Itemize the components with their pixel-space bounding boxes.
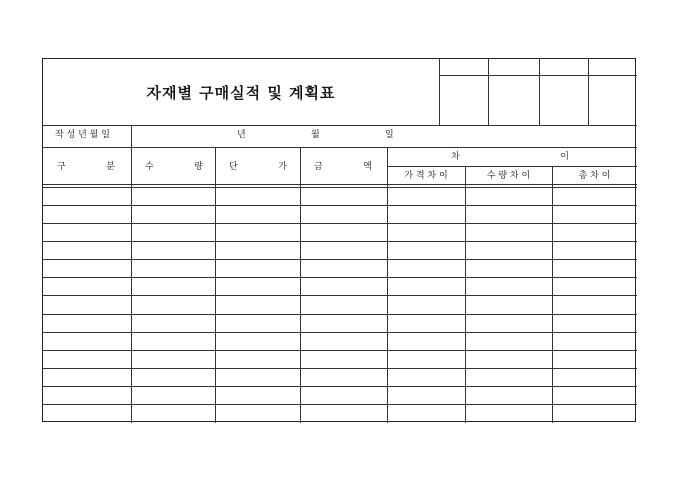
column-divider: [131, 125, 132, 423]
date-label: 작 성 년 월 일: [55, 130, 110, 140]
quantity-header: 수 량: [145, 162, 203, 172]
category-header: 구 분: [57, 162, 115, 172]
total-diff-header: 총 차 이: [578, 171, 611, 181]
table-row: [43, 368, 637, 369]
month-label: 월: [311, 130, 320, 140]
approval-box-border: [439, 59, 440, 125]
table-row: [43, 404, 637, 405]
approval-cell-divider: [539, 59, 540, 125]
table-row: [43, 241, 637, 242]
table-row: [43, 332, 637, 333]
column-divider: [215, 147, 216, 423]
approval-box-header-line: [439, 75, 637, 76]
table-row: [43, 277, 637, 278]
table-row: [43, 259, 637, 260]
table-row: [43, 350, 637, 351]
title-bottom-line: [43, 125, 637, 126]
approval-cell-divider: [488, 59, 489, 125]
form-title: 자재별 구매실적 및 계획표: [146, 83, 336, 102]
column-divider: [300, 147, 301, 423]
day-label: 일: [385, 130, 394, 140]
difference-header: 차 이: [451, 152, 569, 162]
difference-split-line: [387, 166, 637, 167]
table-row: [43, 314, 637, 315]
qty-diff-header: 수 량 차 이: [486, 171, 531, 181]
table-row: [43, 205, 637, 206]
price-diff-header: 가 격 차 이: [404, 171, 448, 181]
year-label: 년: [237, 130, 246, 140]
column-divider: [465, 166, 466, 423]
table-row: [43, 295, 637, 296]
amount-header: 금 액: [314, 162, 372, 172]
header-bottom-line: [43, 184, 637, 185]
date-row-bottom-line: [43, 147, 637, 148]
approval-cell-divider: [588, 59, 589, 125]
unit-price-header: 단 가: [229, 162, 287, 172]
purchase-plan-form: [42, 58, 636, 422]
column-divider: [387, 147, 388, 423]
table-row: [43, 223, 637, 224]
table-row: [43, 386, 637, 387]
column-divider: [552, 166, 553, 423]
header-double-line: [43, 187, 637, 188]
